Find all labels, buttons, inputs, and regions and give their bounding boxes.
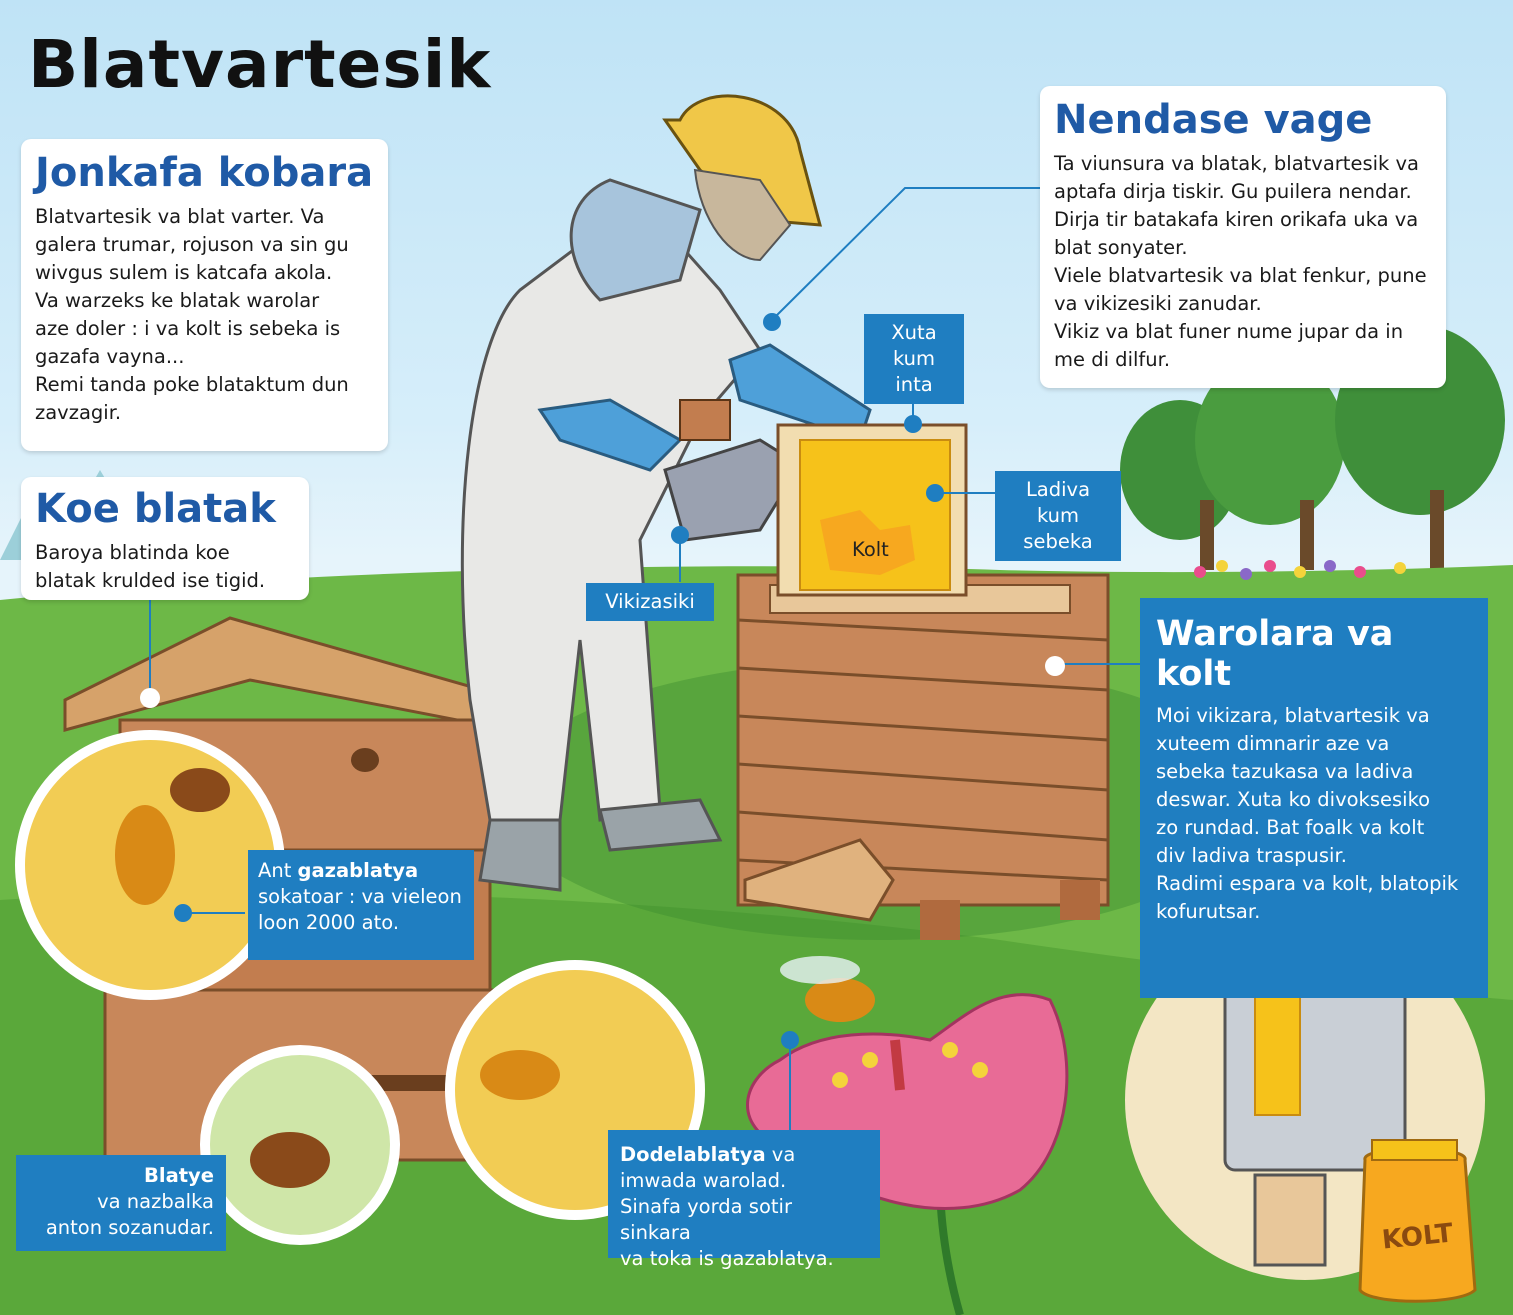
clothing-heading: Nendase vage xyxy=(1054,97,1373,143)
jar-label: KOLT xyxy=(1380,1218,1455,1256)
hive-info-heading: Koe blatak xyxy=(35,486,276,532)
page-title: Blatvartesik xyxy=(28,26,492,103)
intro-heading: Jonkafa kobara xyxy=(35,150,374,196)
queen-bee-closeup xyxy=(20,735,280,995)
honey-frame xyxy=(778,425,966,595)
drone-label xyxy=(16,1155,226,1251)
harvest-box xyxy=(1140,598,1488,998)
clothing-box xyxy=(1040,86,1446,388)
wax-label: Ladiva kum sebeka xyxy=(995,471,1121,561)
worker-label xyxy=(608,1130,880,1270)
queen-pre: Ant xyxy=(258,859,298,882)
queen-text: sokatoar : va vieleon loon 2000 ato. xyxy=(258,885,462,934)
frame-label: Xuta kum inta xyxy=(864,314,964,404)
intro-text: Blatvartesik va blat varter. Va galera trumar, rojuson va sin gu wivgus sulem is katcafa akola. Va warzeks ke blatak warolar aze doler : i va kolt is sebeka is gazafa vayna... Remi tanda poke blataktum dun zavzagir. xyxy=(35,205,349,424)
harvest-text: Moi vikizara, blatvartesik va xuteem dimnarir aze va sebeka tazukasa va ladiva deswar. Xuta ko divoksesiko zo rundad. Bat foalk va kolt div ladiva traspusir. Radimi espara va kolt, blatopik kofurutsar. xyxy=(1156,704,1459,923)
wooden-hive-right xyxy=(738,575,1108,940)
queen-label xyxy=(248,850,474,960)
queen-name: gazablatya xyxy=(297,859,419,882)
smoker-label: Vikizasiki xyxy=(586,583,714,621)
intro-box xyxy=(21,139,388,451)
hive-info-text: Baroya blatinda koe blatak krulded ise tigid. xyxy=(35,541,266,592)
clothing-text: Ta viunsura va blatak, blatvartesik va aptafa dirja tiskir. Gu puilera nendar. Dirja tir batakafa kiren orikafa uka va blat sonyater. Viele blatvartesik va blat fenkur, pune va vikizesiki zanudar. Vikiz va blat funer nume jupar da in me di dilfur. xyxy=(1054,152,1427,371)
worker-name: Dodelablatya xyxy=(620,1143,766,1166)
harvest-heading: Warolara va kolt xyxy=(1156,614,1394,694)
drone-text: va nazbalka anton sozanudar. xyxy=(45,1190,214,1239)
hive-info-box xyxy=(21,477,309,600)
worker-text: va imwada warolad. Sinafa yorda sotir sinkara va toka is gazablatya. xyxy=(620,1143,834,1270)
honey-label: Kolt xyxy=(852,538,889,561)
drone-bee-closeup xyxy=(205,1050,395,1240)
drone-name: Blatye xyxy=(144,1164,214,1187)
